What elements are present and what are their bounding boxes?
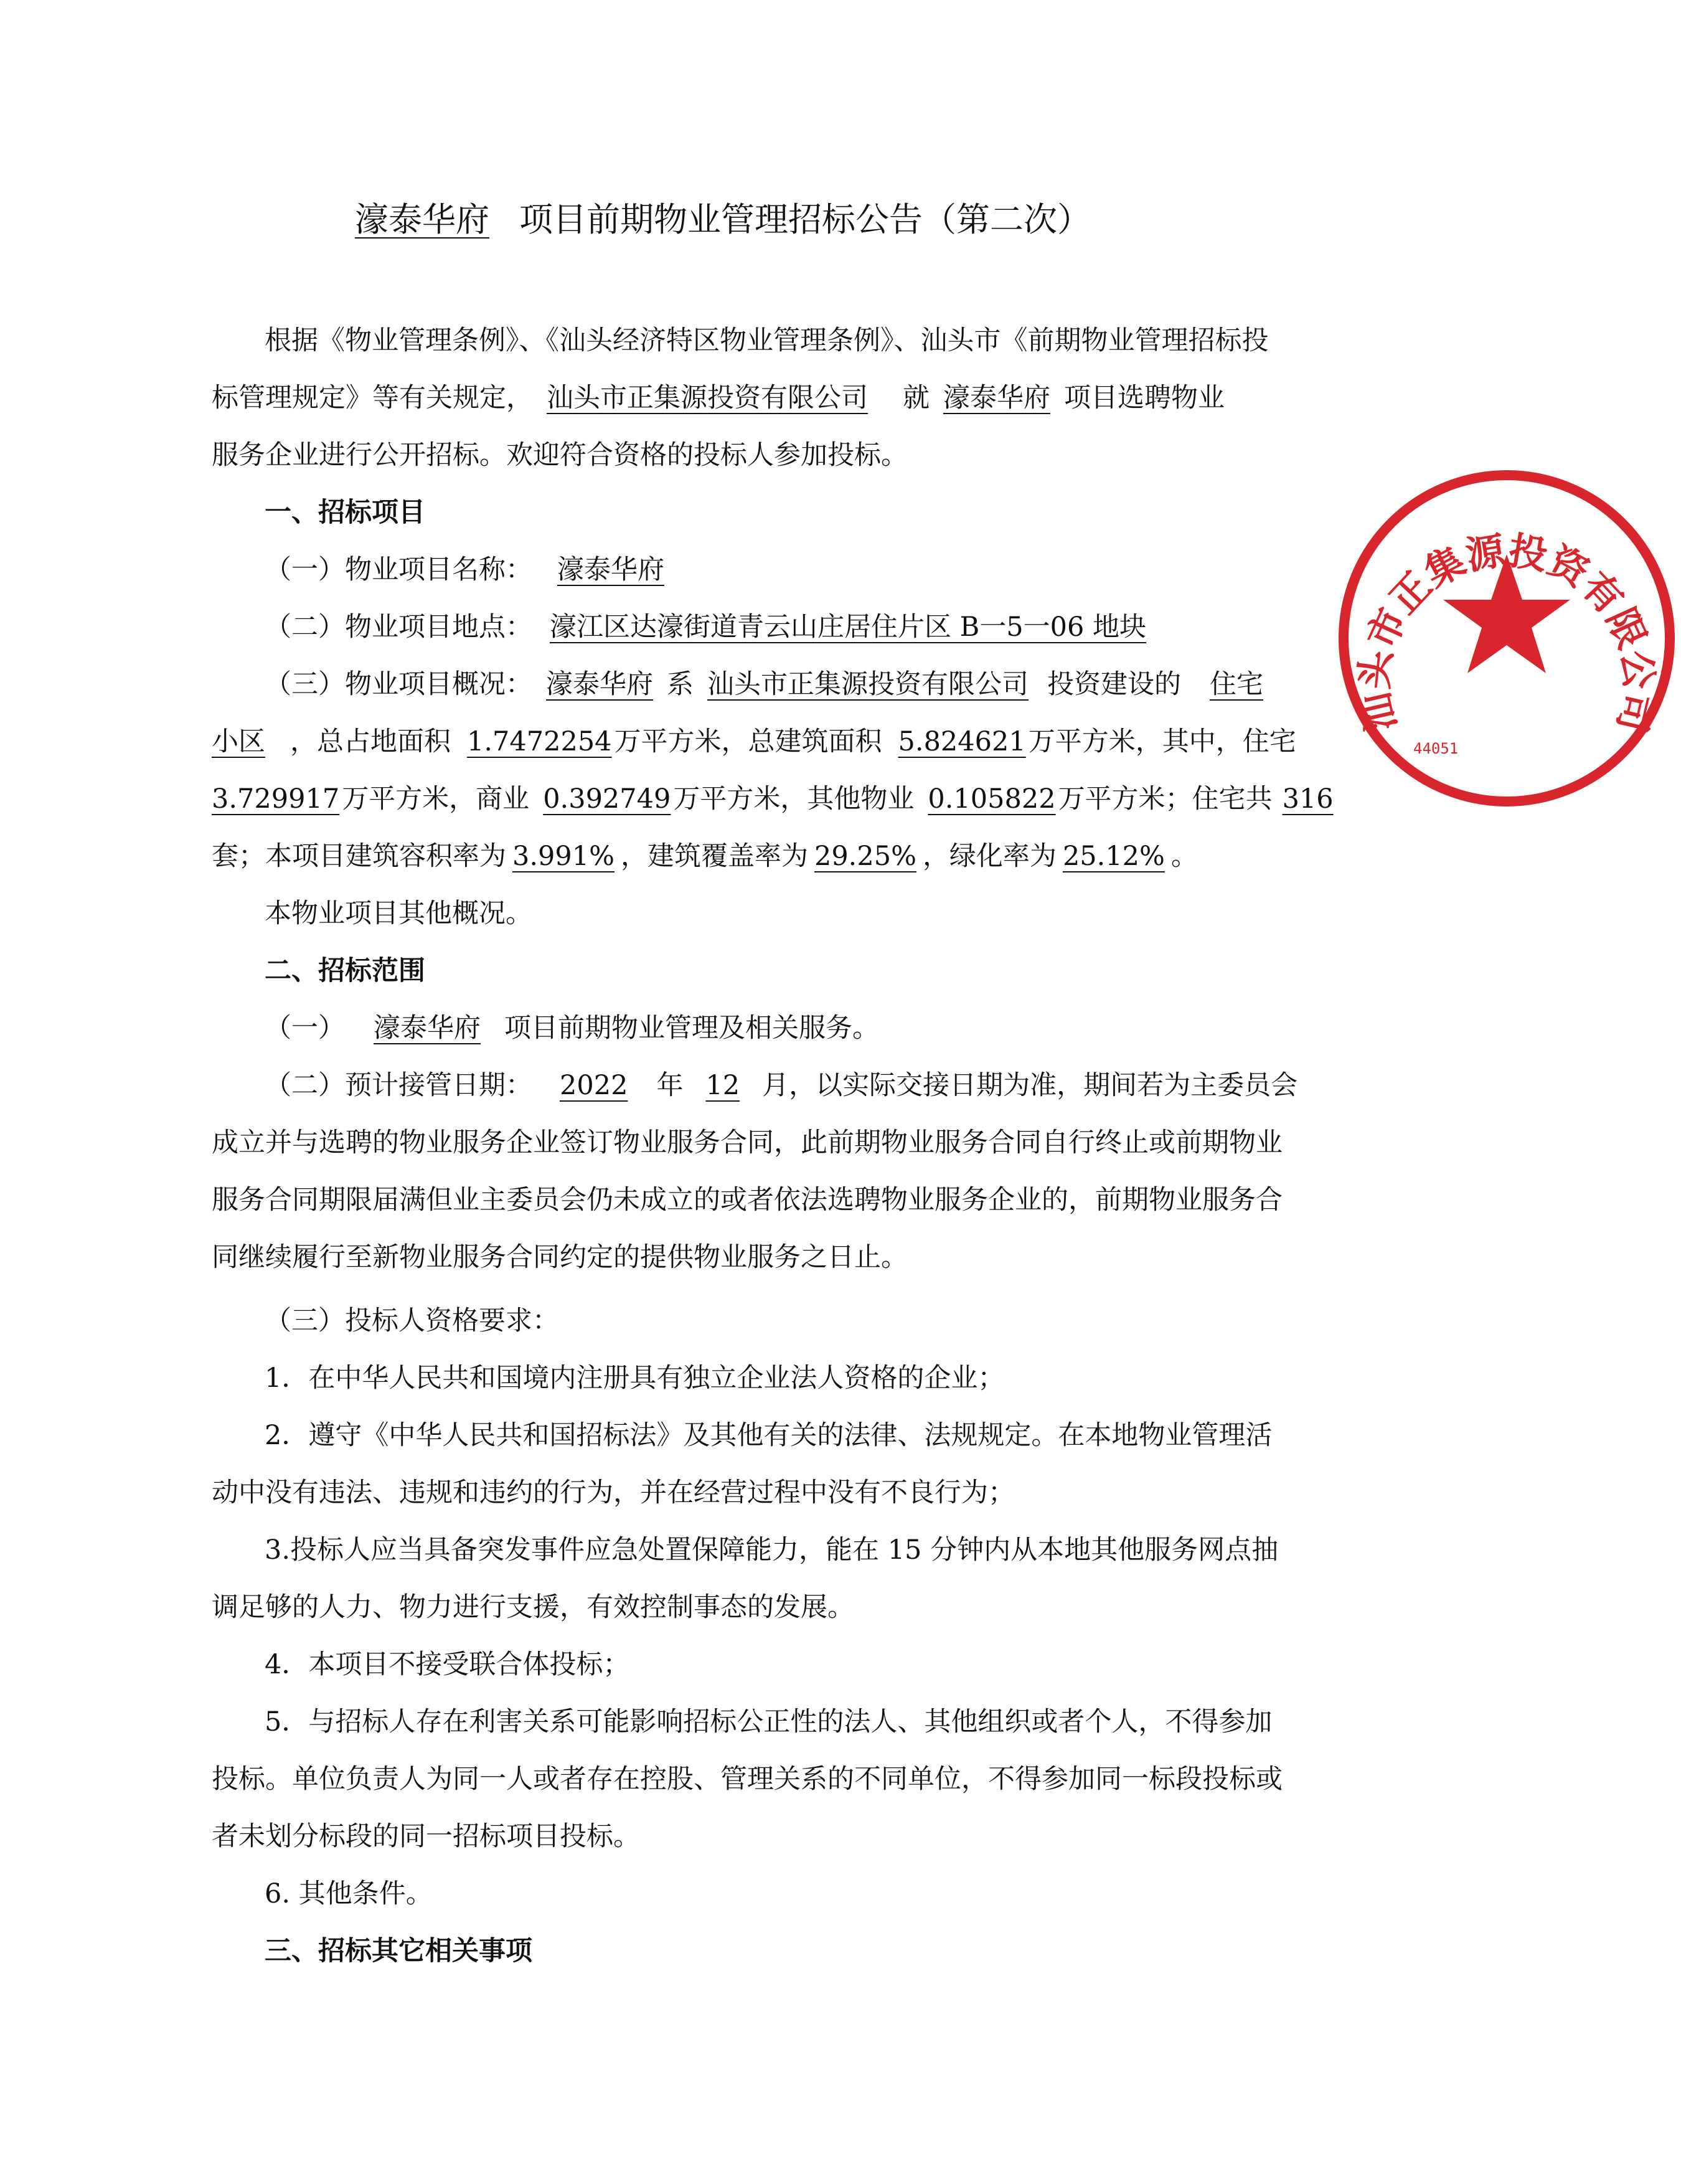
scope-item-2-line-1 xyxy=(265,1055,1298,1116)
requirement-5-line-2: 投标。单位负责人为同一人或者存在控股、管理关系的不同单位，不得参加同一标段投标或 xyxy=(212,1764,1283,1795)
field-text: 系 xyxy=(667,669,694,700)
field-text: 万平方米 xyxy=(614,726,722,757)
field-text: 投资建设的 xyxy=(1047,669,1181,700)
seal-code: 44051 xyxy=(1413,740,1459,757)
field-text: ，绿化率为 xyxy=(922,841,1057,872)
intro-line-1: 根据《物业管理条例》、《汕头经济特区物业管理条例》、汕头市《前期物业管理招标投 xyxy=(265,325,1269,356)
intro-line-3: 服务企业进行公开招标。欢迎符合资格的投标人参加投标。 xyxy=(212,440,908,471)
requirement-3-line-2: 调足够的人力、物力进行支援，有效控制事态的发展。 xyxy=(212,1592,854,1623)
year-value: 2022 xyxy=(560,1070,628,1101)
month-value: 12 xyxy=(705,1070,740,1101)
field-label: （三）物业项目概况： xyxy=(265,669,532,700)
field-text: ，以实际交接日期为准，期间若为主委员会 xyxy=(789,1070,1298,1101)
field-text: ，建筑覆盖率为 xyxy=(620,841,808,872)
tenderer-name: 汕头市正集源投资有限公司 xyxy=(547,382,868,414)
requirement-3-line-1: 3.投标人应当具备突发事件应急处置保障能力，能在 15 分钟内从本地其他服务网点抽 xyxy=(265,1534,1279,1566)
field-value: 0.105822 xyxy=(928,783,1056,815)
field-value: 3.729917 xyxy=(212,783,340,815)
field-value: 29.25% xyxy=(814,841,916,872)
project-name: 濠泰华府 xyxy=(943,382,1050,414)
scope-item-2-line-2: 成立并与选聘的物业服务企业签订物业服务合同，此前期物业服务合同自行终止或前期物业 xyxy=(212,1127,1283,1158)
scope-item-2-line-3: 服务合同期限届满但业主委员会仍未成立的或者依法选聘物业服务企业的，前期物业服务合 xyxy=(212,1184,1283,1216)
title-project-name: 濠泰华府 xyxy=(355,200,489,239)
scope-item-2-line-4: 同继续履行至新物业服务合同约定的提供物业服务之日止。 xyxy=(212,1242,908,1273)
field-value: 1.7472254 xyxy=(467,726,612,757)
field-text: 万平方米，其中，住宅 xyxy=(1028,726,1296,757)
field-value: 住宅 xyxy=(1210,669,1263,700)
field-text: 。 xyxy=(1170,841,1198,872)
field-text: 套；本项目建筑容积率为 xyxy=(212,841,506,872)
field-text: 万平方米；住宅共 xyxy=(1058,783,1273,815)
section2-heading: 二、招标范围 xyxy=(265,955,425,986)
field-label: （一）物业项目名称： xyxy=(265,554,532,585)
company-seal xyxy=(1332,464,1681,813)
field-value: 25.12% xyxy=(1062,841,1165,872)
field-value: 小区 xyxy=(212,726,265,757)
intro-line-2 xyxy=(212,367,1295,428)
field-value: 汕头市正集源投资有限公司 xyxy=(707,669,1029,700)
intro-text: 就 xyxy=(903,382,930,414)
field-value: 濠江区达濠街道青云山庄居住片区 B一5一06 地块 xyxy=(550,612,1147,643)
requirement-1: 1．在中华人民共和国境内注册具有独立企业法人资格的企业； xyxy=(265,1363,1005,1394)
field-text: 项目前期物业管理及相关服务。 xyxy=(504,1013,879,1044)
project-overview-row-1 xyxy=(265,654,1295,715)
requirement-5-line-1: 5．与招标人存在利害关系可能影响招标公正性的法人、其他组织或者个人，不得参加 xyxy=(265,1706,1273,1737)
section3-heading: 三、招标其它相关事项 xyxy=(265,1936,532,1967)
other-overview: 本物业项目其他概况。 xyxy=(265,898,532,929)
project-name-row xyxy=(265,539,1295,600)
project-overview-row-2 xyxy=(212,711,1295,772)
intro-text: 标管理规定》等有关规定， xyxy=(212,382,533,414)
requirement-2-line-2: 动中没有违法、违规和违约的行为，并在经营过程中没有不良行为； xyxy=(212,1477,1015,1508)
requirement-6: 6. 其他条件。 xyxy=(265,1878,433,1909)
field-value: 濠泰华府 xyxy=(557,554,664,585)
field-label: （二）物业项目地点： xyxy=(265,612,532,643)
field-text: 万平方米，其他物业 xyxy=(673,783,915,815)
field-value: 濠泰华府 xyxy=(546,669,653,700)
project-overview-row-4 xyxy=(212,826,1295,887)
intro-text: 项目选聘物业 xyxy=(1064,382,1225,414)
field-text: 月 xyxy=(762,1070,789,1101)
field-text: ，总建筑面积 xyxy=(721,726,882,757)
title-suffix: 项目前期物业管理招标公告（第二次） xyxy=(519,200,1091,239)
field-label: （二）预计接管日期： xyxy=(265,1070,532,1101)
field-value: 濠泰华府 xyxy=(374,1013,481,1044)
field-value: 0.392749 xyxy=(543,783,671,815)
field-text: ，总占地面积 xyxy=(290,726,451,757)
requirement-2-line-1: 2．遵守《中华人民共和国招标法》及其他有关的法律、法规规定。在本地物业管理活 xyxy=(265,1420,1273,1451)
seal-text: 汕头市正集源投资有限公司 xyxy=(1351,527,1662,737)
field-value: 316 xyxy=(1282,783,1334,815)
section1-heading: 一、招标项目 xyxy=(265,497,425,528)
field-label: （一） xyxy=(265,1013,345,1044)
qualification-heading: （三）投标人资格要求： xyxy=(265,1305,559,1336)
field-value: 5.824621 xyxy=(898,726,1026,757)
scope-item-1 xyxy=(265,998,1295,1059)
field-text: 万平方米，商业 xyxy=(342,783,530,815)
page-title xyxy=(318,198,1227,242)
project-location-row xyxy=(265,597,1295,658)
field-value: 3.991% xyxy=(512,841,614,872)
project-overview-row-3 xyxy=(212,768,1334,830)
field-text: 年 xyxy=(656,1070,684,1101)
requirement-4: 4．本项目不接受联合体投标； xyxy=(265,1649,630,1680)
requirement-5-line-3: 者未划分标段的同一招标项目投标。 xyxy=(212,1821,640,1852)
